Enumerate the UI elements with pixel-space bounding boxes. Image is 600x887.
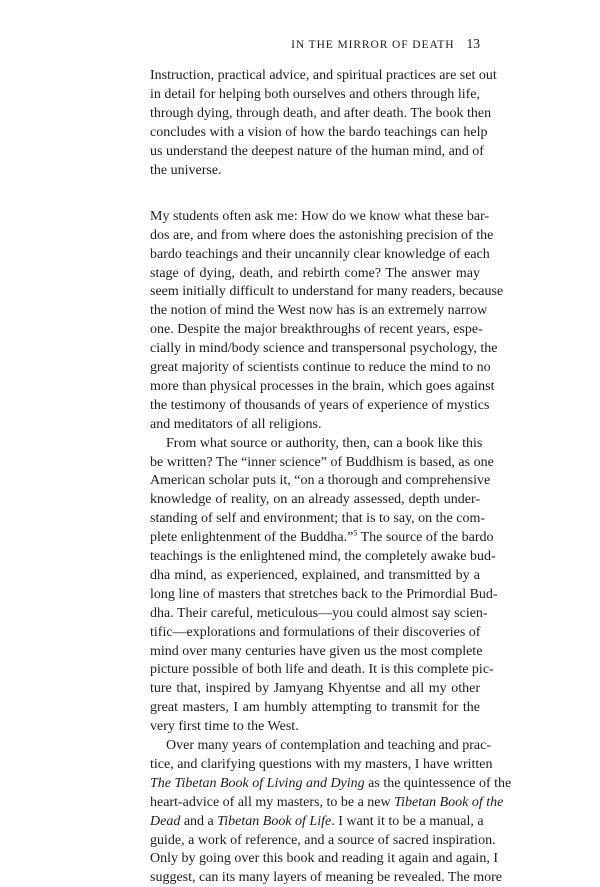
running-head bbox=[150, 36, 480, 52]
text-line: bardo teachings and their uncannily clear knowledge of each bbox=[150, 247, 490, 262]
text-line: tific—explorations and formulations of their discoveries of bbox=[150, 625, 481, 640]
text-line: concludes with a vision of how the bardo teachings can help bbox=[150, 125, 488, 140]
text-line: tice, and clarifying questions with my masters, I have written bbox=[150, 757, 493, 772]
text-line: more than physical processes in the brain, which goes against bbox=[150, 379, 495, 394]
text-line: in detail for helping both ourselves and others through life, bbox=[150, 87, 480, 102]
text-line: the testimony of thousands of years of experience of mystics bbox=[150, 398, 490, 413]
text-line: one. Despite the major breakthroughs of recent years, espe- bbox=[150, 322, 483, 337]
text-line: stage of dying, death, and rebirth come? The answer may bbox=[150, 266, 480, 281]
text-line: the notion of mind the West now has is an extremely narrow bbox=[150, 303, 488, 318]
text-line: teachings is the enlightened mind, the completely awake bud- bbox=[150, 549, 496, 564]
text-line: American scholar puts it, “on a thorough and comprehensive bbox=[150, 473, 491, 488]
text-line: seem initially difficult to understand for many readers, because bbox=[150, 284, 504, 299]
text-line: dos are, and from where does the astonishing precision of the bbox=[150, 228, 494, 243]
text-line: Over many years of contemplation and teaching and prac- bbox=[166, 738, 491, 753]
page-number: 13 bbox=[466, 36, 480, 51]
text-line: ture that, inspired by Jamyang Khyentse and all my other bbox=[150, 681, 480, 696]
text-line: knowledge of reality, on an already assessed, depth under- bbox=[150, 492, 480, 507]
text-line: standing of self and environment; that is to say, on the com- bbox=[150, 511, 486, 526]
text-line: and meditators of all religions. bbox=[150, 417, 322, 432]
text-line: My students often ask me: How do we know what these bar- bbox=[150, 209, 490, 224]
text-line: The Tibetan Book of Living and Dying as the quintessence of the bbox=[150, 776, 512, 791]
text-line: the universe. bbox=[150, 163, 222, 178]
text-line: be written? The “inner science” of Buddhism is based, as one bbox=[150, 455, 494, 470]
text-line: heart-advice of all my masters, to be a new Tibetan Book of the bbox=[150, 795, 504, 810]
text-line: plete enlightenment of the Buddha.”$^5$ The source of the bardo bbox=[150, 528, 494, 545]
text-line: Instruction, practical advice, and spiritual practices are set out bbox=[150, 68, 497, 83]
text-line: through dying, through death, and after death. The book then bbox=[150, 106, 492, 121]
text-line: us understand the deepest nature of the human mind, and of bbox=[150, 144, 484, 159]
text-line: suggest, can its many layers of meaning be revealed. The more bbox=[150, 870, 502, 885]
text-line: Dead and a Tibetan Book of Life. I want it to be a manual, a bbox=[150, 814, 484, 829]
text-line: great masters, I am humbly attempting to transmit for the bbox=[150, 700, 480, 715]
text-line: dha mind, as experienced, explained, and transmitted by a bbox=[150, 568, 480, 583]
text-line: very first time to the West. bbox=[150, 719, 299, 734]
text-line: guide, a work of reference, and a source of sacred inspiration. bbox=[150, 833, 496, 848]
text-line: great majority of scientists continue to reduce the mind to no bbox=[150, 360, 491, 375]
text-line: From what source or authority, then, can a book like this bbox=[166, 436, 483, 451]
text-line: long line of masters that stretches back to the Primordial Bud- bbox=[150, 587, 498, 602]
text-line: cially in mind/body science and transpersonal psychology, the bbox=[150, 341, 498, 356]
text-line: dha. Their careful, meticulous—you could almost say scien- bbox=[150, 606, 488, 621]
running-head-title: IN THE MIRROR OF DEATH bbox=[291, 39, 455, 51]
text-line: Only by going over this book and reading it again and again, I bbox=[150, 851, 498, 866]
text-line: mind over many centuries have given us the most complete bbox=[150, 644, 483, 659]
text-line: picture possible of both life and death. It is this complete pic- bbox=[150, 662, 494, 677]
